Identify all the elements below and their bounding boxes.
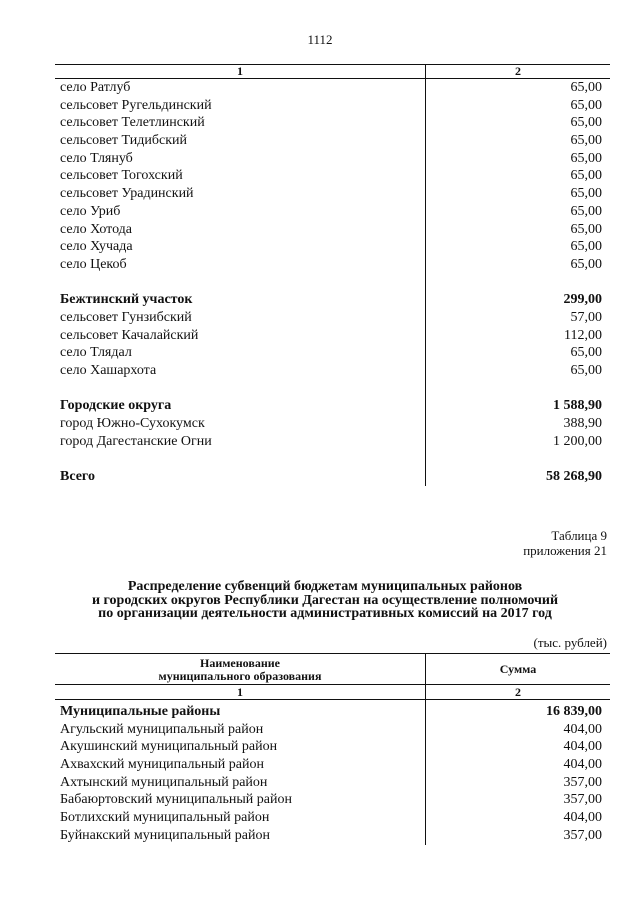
column-header-line: муниципального образования xyxy=(158,669,322,683)
table-row xyxy=(55,114,610,132)
row-value: 65,00 xyxy=(570,363,602,378)
row-name: село Тлядал xyxy=(60,345,132,361)
row-value: 404,00 xyxy=(563,739,602,755)
table-row xyxy=(55,203,610,221)
row-name: сельсовет Гунзибский xyxy=(60,309,192,325)
row-name: Ботлихский муниципальный район xyxy=(60,810,270,826)
row-value: 404,00 xyxy=(563,810,602,826)
row-value: 65,00 xyxy=(570,133,602,149)
table-row xyxy=(55,256,610,274)
section-title: Бежтинский участок xyxy=(60,292,193,308)
table-body xyxy=(55,79,610,486)
column-header-2: 2 xyxy=(425,65,610,78)
table-row xyxy=(55,721,610,739)
section-total-row xyxy=(55,397,610,415)
document-heading xyxy=(60,580,590,621)
table-row xyxy=(55,132,610,150)
row-name: сельсовет Ругельдинский xyxy=(60,97,212,113)
row-name: село Тлянуб xyxy=(60,150,133,166)
table-caption xyxy=(523,528,607,558)
row-name: село Цекоб xyxy=(60,256,127,272)
grand-total-value: 58 268,90 xyxy=(546,469,602,485)
table-header xyxy=(55,653,610,684)
subvention-table xyxy=(55,653,610,845)
row-name: сельсовет Телетлинский xyxy=(60,115,205,131)
table-row xyxy=(55,738,610,756)
row-name: Агульский муниципальный район xyxy=(60,721,264,737)
heading-line: Распределение субвенций бюджетам муниципальных районов xyxy=(127,579,523,594)
row-value: 65,00 xyxy=(570,80,602,95)
section-total-row xyxy=(55,703,610,721)
table-row xyxy=(55,327,610,345)
row-name: село Уриб xyxy=(60,203,121,219)
row-value: 357,00 xyxy=(563,827,602,843)
row-name: Бабаюртовский муниципальный район xyxy=(60,792,292,808)
table-row xyxy=(55,433,610,451)
row-value: 65,00 xyxy=(570,256,602,272)
row-value: 65,00 xyxy=(570,97,602,113)
section-title: Муниципальные районы xyxy=(60,704,221,719)
section-total: 16 839,00 xyxy=(546,704,602,719)
table-row xyxy=(55,185,610,203)
table-row xyxy=(55,344,610,362)
column-header-1: 1 xyxy=(237,64,243,78)
allocation-table-continued xyxy=(55,64,610,486)
row-name: село Хучада xyxy=(60,239,133,255)
table-row xyxy=(55,415,610,433)
section-total-row xyxy=(55,291,610,309)
row-name: город Южно-Сухокумск xyxy=(60,416,205,432)
heading-line: по организации деятельности административных комиссий на 2017 год xyxy=(98,606,552,621)
row-name: город Дагестанские Огни xyxy=(60,433,212,449)
table-body xyxy=(55,700,610,845)
heading-line: и городских округов Республики Дагестан на осуществление полномочий xyxy=(91,592,559,608)
column-number-1: 1 xyxy=(237,685,243,699)
row-spacer xyxy=(55,380,610,398)
row-value: 404,00 xyxy=(563,757,602,773)
column-number-2: 2 xyxy=(425,685,610,699)
table-row xyxy=(55,97,610,115)
table-row xyxy=(55,150,610,168)
table-row xyxy=(55,309,610,327)
row-value: 65,00 xyxy=(570,115,602,131)
table-row xyxy=(55,791,610,809)
row-value: 65,00 xyxy=(570,203,602,219)
column-header-name xyxy=(55,654,425,684)
units-label: (тыс. рублей) xyxy=(533,635,607,650)
row-value: 357,00 xyxy=(563,774,602,790)
row-name: сельсовет Качалайский xyxy=(60,327,199,343)
table-header xyxy=(55,64,610,79)
table-row xyxy=(55,238,610,256)
table-row xyxy=(55,79,610,97)
row-name: сельсовет Тидибский xyxy=(60,133,187,149)
row-name: Ахвахский муниципальный район xyxy=(60,757,264,773)
section-title: Городские округа xyxy=(60,398,172,414)
row-value: 404,00 xyxy=(563,721,602,737)
row-name: Акушинский муниципальный район xyxy=(60,739,278,755)
section-total: 1 588,90 xyxy=(553,398,602,414)
page-number: 1112 xyxy=(307,32,333,47)
table-row xyxy=(55,167,610,185)
row-name: село Хашархота xyxy=(60,363,157,378)
table-row xyxy=(55,221,610,239)
row-value: 65,00 xyxy=(570,239,602,255)
row-name: село Хотода xyxy=(60,221,132,237)
grand-total-row xyxy=(55,468,610,486)
column-header-sum: Сумма xyxy=(425,654,610,684)
table-row xyxy=(55,362,610,380)
grand-total-label: Всего xyxy=(60,469,95,485)
row-name: сельсовет Тогохский xyxy=(60,168,183,184)
row-value: 388,90 xyxy=(563,416,602,432)
row-value: 1 200,00 xyxy=(553,433,602,449)
row-value: 357,00 xyxy=(563,792,602,808)
row-spacer xyxy=(55,450,610,468)
row-spacer xyxy=(55,274,610,292)
table-row xyxy=(55,827,610,845)
table-row xyxy=(55,774,610,792)
table-row xyxy=(55,809,610,827)
row-value: 112,00 xyxy=(564,327,602,343)
row-value: 65,00 xyxy=(570,186,602,202)
row-value: 57,00 xyxy=(570,309,602,325)
row-name: Ахтынский муниципальный район xyxy=(60,774,268,790)
column-header-line: Наименование xyxy=(200,656,280,670)
row-value: 65,00 xyxy=(570,221,602,237)
row-name: село Ратлуб xyxy=(60,80,131,95)
row-name: Буйнакский муниципальный район xyxy=(60,827,270,843)
row-value: 65,00 xyxy=(570,150,602,166)
table-row xyxy=(55,756,610,774)
row-value: 65,00 xyxy=(570,345,602,361)
row-name: сельсовет Урадинский xyxy=(60,186,194,202)
row-value: 65,00 xyxy=(570,168,602,184)
section-total: 299,00 xyxy=(563,292,602,308)
column-number-row xyxy=(55,684,610,700)
table-number: Таблица 9 xyxy=(551,528,607,543)
appendix-reference: приложения 21 xyxy=(523,543,607,558)
